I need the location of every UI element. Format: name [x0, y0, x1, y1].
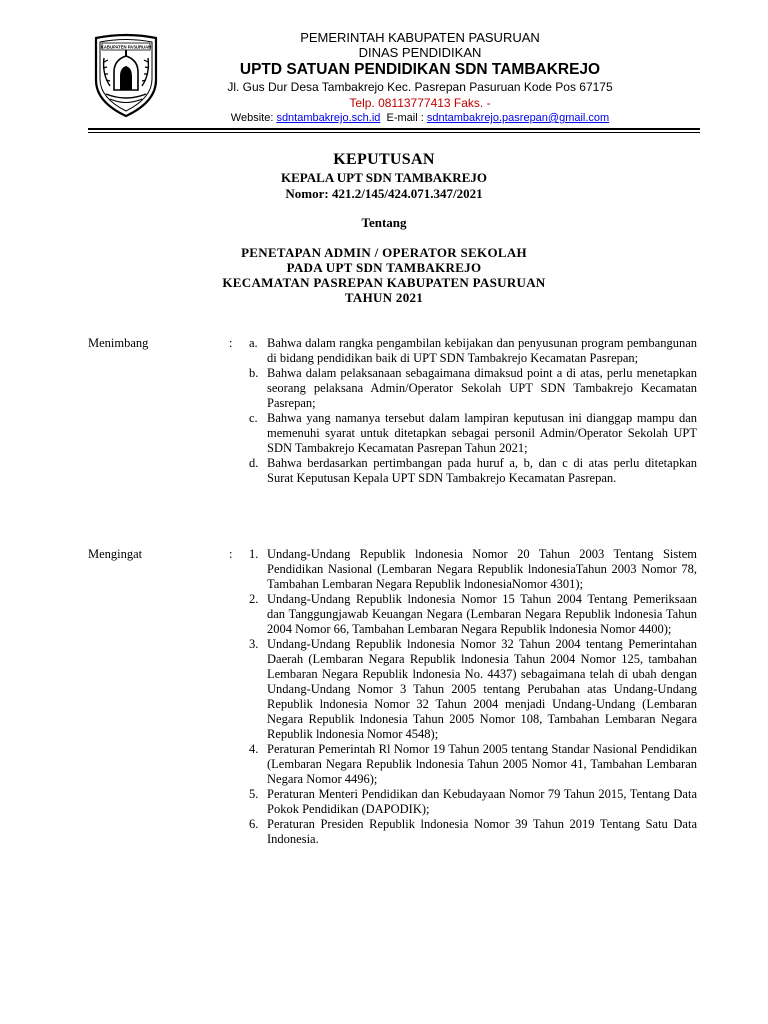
list-item-text: Bahwa dalam pelaksanaan sebagaimana dimaksud point a di atas, perlu menetapkan seorang pelaksana Admin/Operator Sekolah UPT SDN Tambakrejo Kecamatan Pasrepan; — [267, 366, 697, 410]
menimbang-list — [249, 336, 697, 486]
email-link[interactable]: sdntambakrejo.pasrepan@gmail.com — [426, 112, 610, 124]
decree-subject-line4: TAHUN 2021 — [344, 290, 424, 305]
list-marker: 1. — [249, 547, 259, 561]
list-item-text: Bahwa berdasarkan pertimbangan pada huruf a, b, dan c di atas perlu ditetapkan Surat Keputusan Kepala UPT SDN Tambakrejo Kecamatan Pasrepan. — [267, 456, 697, 485]
list-marker: 6. — [249, 817, 259, 831]
letterhead-phone: Telp. 08113777413 Faks. - — [349, 96, 491, 110]
email-label: E-mail : — [380, 112, 427, 124]
list-item — [249, 817, 697, 847]
mengingat-label: Mengingat — [88, 547, 143, 561]
list-item-text: Undang-Undang Republik lndonesia Nomor 15 Tahun 2004 Tentang Pemeriksaan dan Tanggungjawab Keuangan Negara (Lembaran Negara Republik lndonesia Tahun 2004 Nomor 66, Tambahan Lembaran Negara Republik lndonesia Nomor 4400); — [267, 592, 697, 636]
mengingat-colon: : — [229, 547, 233, 561]
list-marker: a. — [249, 336, 258, 350]
logo-banner-text: KABUPATEN PASURUAN — [100, 44, 152, 50]
list-item — [249, 411, 697, 456]
letterhead-divider-thick — [88, 128, 700, 130]
list-item-text: Peraturan Pemerintah Rl Nomor 19 Tahun 2005 tentang Standar Nasional Pendidikan (Lembaran Negara Republik lndonesia Tahun 2005 Nomor 41, Tambahan Lembaran Negara Nomor 4496); — [267, 742, 697, 786]
list-marker: c. — [249, 411, 258, 425]
letterhead-department: DINAS PENDIDIKAN — [358, 45, 482, 60]
letterhead-government: PEMERINTAH KABUPATEN PASURUAN — [300, 30, 540, 45]
letterhead — [170, 30, 670, 125]
letterhead-address: Jl. Gus Dur Desa Tambakrejo Kec. Pasrepan Pasuruan Kode Pos 67175 — [227, 80, 613, 94]
list-item — [249, 456, 697, 486]
website-label: Website: — [230, 112, 277, 124]
list-item — [249, 336, 697, 366]
regency-emblem-logo — [90, 30, 162, 120]
mengingat-list — [249, 547, 697, 847]
website-link[interactable]: sdntambakrejo.sch.id — [276, 112, 381, 124]
list-item — [249, 366, 697, 411]
list-marker: 5. — [249, 787, 259, 801]
list-item-text: Peraturan Presiden Republik lndonesia Nomor 39 Tahun 2019 Tentang Satu Data Indonesia. — [267, 817, 697, 846]
list-marker: b. — [249, 366, 259, 380]
decree-issuer: KEPALA UPT SDN TAMBAKREJO — [281, 170, 487, 185]
list-marker: 4. — [249, 742, 259, 756]
letterhead-school-name: UPTD SATUAN PENDIDIKAN SDN TAMBAKREJO — [239, 61, 601, 78]
list-marker: d. — [249, 456, 259, 470]
decree-number: Nomor: 421.2/145/424.071.347/2021 — [285, 186, 483, 201]
list-marker: 2. — [249, 592, 259, 606]
list-item-text: Undang-Undang Republik lndonesia Nomor 20 Tahun 2003 Tentang Sistem Pendidikan Nasional (Lembaran Negara Republik lndonesiaTahun 2003 Nomor 78, Tambahan Lembaran Negara Republik lndonesiaNomor 4301); — [267, 547, 697, 591]
list-item — [249, 592, 697, 637]
list-marker: 3. — [249, 637, 259, 651]
decree-subject-line2: PADA UPT SDN TAMBAKREJO — [286, 260, 482, 275]
list-item — [249, 787, 697, 817]
menimbang-colon: : — [229, 336, 233, 350]
decree-heading: KEPUTUSAN — [333, 151, 435, 168]
menimbang-label: Menimbang — [88, 336, 149, 350]
list-item — [249, 742, 697, 787]
list-item-text: Undang-Undang Republik lndonesia Nomor 32 Tahun 2004 tentang Pemerintahan Daerah (Lembaran Negara Republik lndonesia Tahun 2004 Nomor 125, tambahan Lembaran Negara Republik lndonesia No. 4437) sebagaimana telah di ubah dengan Undang-Undang Nomor 3 Tahun 2005 tentang Perubahan atas Undang-Undang Republik lndonesia Nomor 32 Tahun 2004 menjadi Undang-Undang (Lembaran Negara Republik lndonesia Tahun 2005 Nomor 108, Tambahan Lembaran Negara Republik lndonesia Nomor 4548); — [267, 637, 697, 741]
decree-about-label: Tentang — [361, 215, 407, 230]
list-item — [249, 547, 697, 592]
decree-subject-line1: PENETAPAN ADMIN / OPERATOR SEKOLAH — [241, 245, 527, 260]
list-item-text: Bahwa yang namanya tersebut dalam lampiran keputusan ini dianggap mampu dan memenuhi syarat untuk ditetapkan sebagai personil Admin/Operator Sekolah UPT SDN Tambakrejo Kecamatan Pasrepan Tahun 2021; — [267, 411, 697, 455]
decree-subject-line3: KECAMATAN PASREPAN KABUPATEN PASURUAN — [222, 275, 546, 290]
list-item-text: Peraturan Menteri Pendidikan dan Kebudayaan Nomor 79 Tahun 2015, Tentang Data Pokok Pendidikan (DAPODIK); — [267, 787, 697, 816]
list-item-text: Bahwa dalam rangka pengambilan kebijakan dan penyusunan program pembangunan di bidang pendidikan baik di UPT SDN Tambakrejo Kecamatan Pasrepan; — [267, 336, 697, 365]
list-item — [249, 637, 697, 742]
letterhead-divider-thin — [88, 132, 700, 133]
letterhead-contact — [170, 111, 670, 125]
